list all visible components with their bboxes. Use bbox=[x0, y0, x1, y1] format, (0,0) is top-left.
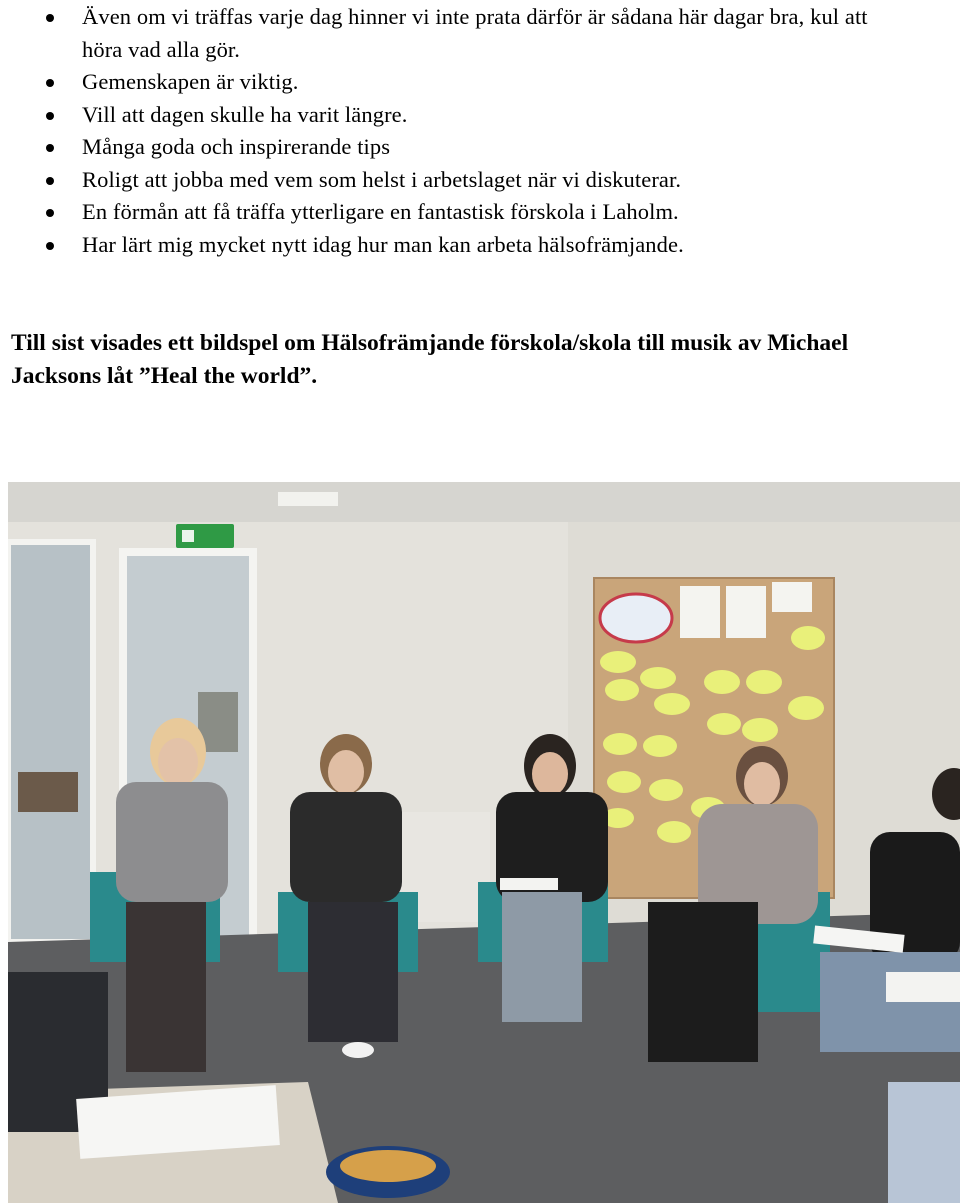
exit-sign-symbol bbox=[182, 530, 194, 542]
poster-note bbox=[605, 679, 639, 701]
bullet-item bbox=[0, 164, 960, 197]
bullet-icon bbox=[46, 112, 54, 120]
poster-card bbox=[726, 586, 766, 638]
person-foreground bbox=[888, 1082, 960, 1203]
bullet-item bbox=[0, 196, 960, 229]
person-legs bbox=[502, 892, 582, 1022]
poster-note bbox=[707, 713, 741, 735]
outdoor-bench bbox=[18, 772, 78, 812]
bullet-text: Har lärt mig mycket nytt idag hur man kan arbeta hälsofrämjande. bbox=[82, 231, 684, 257]
poster-cloud bbox=[600, 594, 672, 642]
poster-note bbox=[607, 771, 641, 793]
paper-sheet bbox=[886, 972, 960, 1002]
poster-note bbox=[640, 667, 676, 689]
paper-sheet bbox=[500, 878, 558, 890]
bullet-icon bbox=[46, 177, 54, 185]
group-photo bbox=[8, 482, 960, 1203]
bullet-text: Gemenskapen är viktig. bbox=[82, 69, 299, 94]
poster-note bbox=[742, 718, 778, 742]
bullet-icon bbox=[46, 144, 54, 152]
person-face bbox=[158, 738, 198, 786]
poster-note bbox=[657, 821, 691, 843]
bullet-item bbox=[0, 229, 960, 262]
bullet-icon bbox=[46, 209, 54, 217]
bullet-item bbox=[0, 131, 960, 164]
person-shoe bbox=[342, 1042, 374, 1058]
person-legs bbox=[308, 902, 398, 1042]
bullet-list bbox=[0, 0, 960, 261]
bullet-icon bbox=[46, 14, 54, 22]
bullet-icon bbox=[46, 242, 54, 250]
poster-card bbox=[680, 586, 720, 638]
person-legs bbox=[648, 902, 758, 1062]
poster-note bbox=[649, 779, 683, 801]
bullet-text: En förmån att få träffa ytterligare en fantastisk förskola i Laholm. bbox=[82, 199, 679, 224]
poster-note bbox=[746, 670, 782, 694]
poster-note bbox=[600, 651, 636, 673]
person-torso bbox=[116, 782, 228, 902]
bullet-text: Många goda och inspirerande tips bbox=[82, 134, 391, 159]
bullet-text: Roligt att jobba med vem som helst i arbetslaget när vi diskuterar. bbox=[82, 166, 682, 192]
poster-note bbox=[643, 735, 677, 757]
bullet-text: Även om vi träffas varje dag hinner vi inte prata därför är sådana här dagar bra, kul att höra vad alla gör. bbox=[82, 4, 868, 62]
poster-note bbox=[788, 696, 824, 720]
candy bbox=[340, 1150, 436, 1182]
person-torso bbox=[290, 792, 402, 902]
ceiling-light bbox=[278, 492, 338, 506]
bullet-icon bbox=[46, 79, 54, 87]
bullet-item bbox=[0, 1, 960, 66]
poster-note bbox=[654, 693, 690, 715]
window bbox=[8, 542, 93, 942]
poster-card bbox=[772, 582, 812, 612]
group-photo-illustration bbox=[8, 482, 960, 1203]
poster-note bbox=[603, 733, 637, 755]
poster-note bbox=[791, 626, 825, 650]
bullet-item bbox=[0, 66, 960, 99]
poster-note bbox=[704, 670, 740, 694]
person-legs bbox=[126, 902, 206, 1072]
person-face bbox=[532, 752, 568, 796]
closing-paragraph: Till sist visades ett bildspel om Hälsofrämjande förskola/skola till musik av Michael Jacksons låt ”Heal the world”. bbox=[11, 330, 849, 389]
person-face bbox=[328, 750, 364, 794]
person-face bbox=[744, 762, 780, 806]
bullet-text: Vill att dagen skulle ha varit längre. bbox=[82, 101, 408, 127]
bullet-item bbox=[0, 99, 960, 132]
